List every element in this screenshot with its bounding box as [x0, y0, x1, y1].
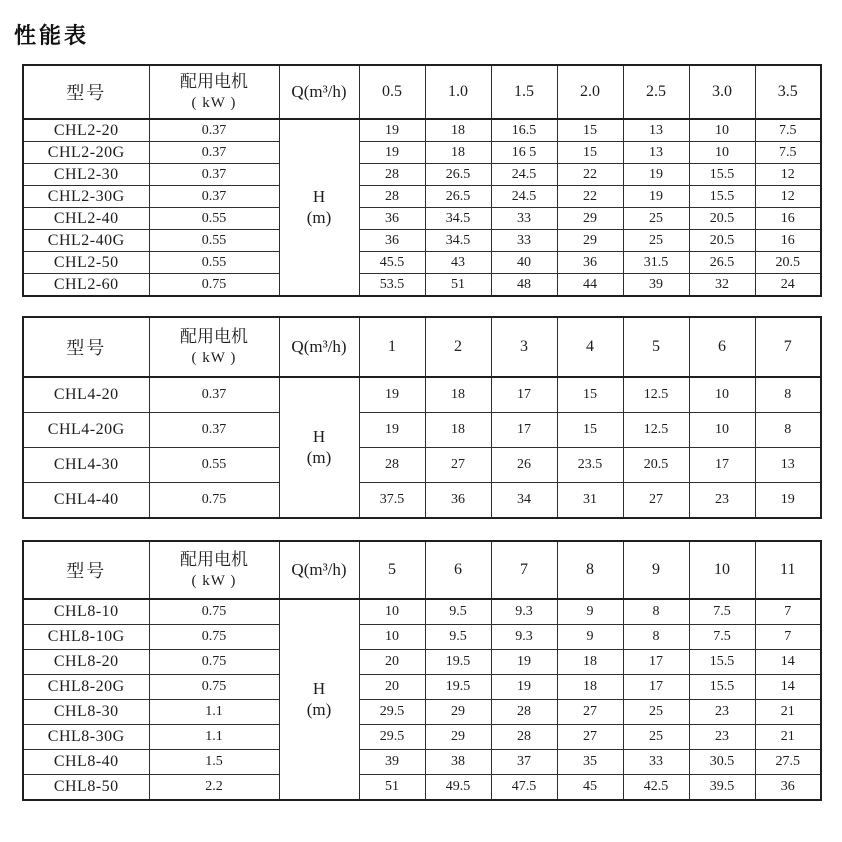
column-header-flow-value: 2: [425, 317, 491, 377]
head-value-cell: 27.5: [755, 750, 821, 775]
head-value-cell: 9: [557, 625, 623, 650]
model-cell: CHL2-50: [23, 252, 149, 274]
head-value-cell: 27: [425, 448, 491, 483]
head-value-cell: 19: [491, 675, 557, 700]
motor-power-cell: 0.75: [149, 675, 279, 700]
head-value-cell: 45: [557, 775, 623, 801]
head-value-cell: 27: [557, 700, 623, 725]
table-row: [23, 252, 821, 274]
column-header-model: 型号: [23, 317, 149, 377]
head-value-cell: 29.5: [359, 700, 425, 725]
head-value-cell: 20: [359, 650, 425, 675]
column-header-flow-value: 8: [557, 541, 623, 599]
motor-power-cell: 0.55: [149, 448, 279, 483]
head-value-cell: 24.5: [491, 186, 557, 208]
table-row: [23, 750, 821, 775]
motor-label-line2: ( kW ): [191, 573, 237, 590]
column-header-flow: Q(m³/h): [279, 317, 359, 377]
head-value-cell: 44: [557, 274, 623, 297]
head-value-cell: 37.5: [359, 483, 425, 519]
head-value-cell: 15: [557, 413, 623, 448]
head-value-cell: 17: [689, 448, 755, 483]
model-cell: CHL8-50: [23, 775, 149, 801]
column-header-flow-value: 1.0: [425, 65, 491, 119]
head-value-cell: 18: [425, 413, 491, 448]
head-value-cell: 39.5: [689, 775, 755, 801]
head-value-cell: 36: [557, 252, 623, 274]
head-unit-cell: [279, 377, 359, 518]
head-value-cell: 30.5: [689, 750, 755, 775]
head-value-cell: 15: [557, 119, 623, 142]
model-cell: CHL2-30: [23, 164, 149, 186]
head-value-cell: 34: [491, 483, 557, 519]
head-value-cell: 31.5: [623, 252, 689, 274]
head-value-cell: 51: [425, 274, 491, 297]
table-row: [23, 119, 821, 142]
head-value-cell: 9.3: [491, 625, 557, 650]
head-value-cell: 10: [689, 142, 755, 164]
header-row: [23, 65, 821, 119]
head-value-cell: 17: [623, 675, 689, 700]
table-row: [23, 650, 821, 675]
head-value-cell: 34.5: [425, 208, 491, 230]
table-row: [23, 208, 821, 230]
head-value-cell: 7.5: [755, 119, 821, 142]
head-unit-line1: H: [312, 187, 326, 207]
motor-power-cell: 0.37: [149, 186, 279, 208]
head-value-cell: 16.5: [491, 119, 557, 142]
column-header-flow-value: 7: [755, 317, 821, 377]
motor-power-cell: 0.55: [149, 230, 279, 252]
model-cell: CHL8-30: [23, 700, 149, 725]
table-row: [23, 142, 821, 164]
head-value-cell: 53.5: [359, 274, 425, 297]
head-value-cell: 24.5: [491, 164, 557, 186]
head-value-cell: 10: [689, 119, 755, 142]
head-value-cell: 20.5: [623, 448, 689, 483]
head-value-cell: 48: [491, 274, 557, 297]
column-header-flow-value: 11: [755, 541, 821, 599]
head-value-cell: 26: [491, 448, 557, 483]
motor-power-cell: 0.75: [149, 483, 279, 519]
head-value-cell: 27: [623, 483, 689, 519]
head-value-cell: 43: [425, 252, 491, 274]
header-row: [23, 541, 821, 599]
head-value-cell: 37: [491, 750, 557, 775]
head-value-cell: 12.5: [623, 377, 689, 413]
table-row: [23, 599, 821, 625]
head-value-cell: 27: [557, 725, 623, 750]
head-value-cell: 13: [623, 142, 689, 164]
model-cell: CHL2-20: [23, 119, 149, 142]
head-value-cell: 21: [755, 700, 821, 725]
performance-table-chl2: [22, 64, 822, 297]
motor-power-cell: 0.55: [149, 208, 279, 230]
head-value-cell: 39: [623, 274, 689, 297]
head-value-cell: 19: [755, 483, 821, 519]
head-value-cell: 26.5: [425, 164, 491, 186]
header-row: [23, 317, 821, 377]
head-value-cell: 36: [359, 230, 425, 252]
head-value-cell: 9: [557, 599, 623, 625]
table-row: [23, 186, 821, 208]
head-value-cell: 22: [557, 164, 623, 186]
head-value-cell: 26.5: [425, 186, 491, 208]
column-header-flow-value: 10: [689, 541, 755, 599]
column-header-model: 型号: [23, 541, 149, 599]
motor-power-cell: 1.5: [149, 750, 279, 775]
model-cell: CHL4-20G: [23, 413, 149, 448]
model-cell: CHL4-30: [23, 448, 149, 483]
motor-power-cell: 0.75: [149, 625, 279, 650]
column-header-flow-value: 1.5: [491, 65, 557, 119]
head-unit-line2: (m): [306, 699, 332, 719]
head-value-cell: 23: [689, 700, 755, 725]
model-cell: CHL2-40: [23, 208, 149, 230]
column-header-flow-value: 6: [425, 541, 491, 599]
column-header-motor: [149, 317, 279, 377]
head-value-cell: 19: [491, 650, 557, 675]
model-cell: CHL8-10: [23, 599, 149, 625]
head-value-cell: 17: [491, 377, 557, 413]
head-value-cell: 20: [359, 675, 425, 700]
column-header-flow-value: 6: [689, 317, 755, 377]
head-value-cell: 14: [755, 675, 821, 700]
model-cell: CHL2-30G: [23, 186, 149, 208]
head-unit-cell: [279, 599, 359, 800]
motor-power-cell: 0.37: [149, 119, 279, 142]
head-value-cell: 47.5: [491, 775, 557, 801]
table-row: [23, 700, 821, 725]
head-value-cell: 12: [755, 164, 821, 186]
head-value-cell: 28: [359, 164, 425, 186]
head-value-cell: 28: [491, 700, 557, 725]
model-cell: CHL8-30G: [23, 725, 149, 750]
head-value-cell: 10: [689, 377, 755, 413]
head-value-cell: 14: [755, 650, 821, 675]
head-value-cell: 10: [359, 625, 425, 650]
head-value-cell: 19: [359, 119, 425, 142]
head-value-cell: 23.5: [557, 448, 623, 483]
head-value-cell: 29.5: [359, 725, 425, 750]
motor-power-cell: 0.75: [149, 650, 279, 675]
column-header-flow-value: 0.5: [359, 65, 425, 119]
column-header-flow-value: 4: [557, 317, 623, 377]
model-cell: CHL4-20: [23, 377, 149, 413]
head-value-cell: 19: [359, 413, 425, 448]
head-value-cell: 15: [557, 142, 623, 164]
head-value-cell: 8: [755, 413, 821, 448]
head-value-cell: 9.5: [425, 599, 491, 625]
head-unit-line2: (m): [306, 207, 332, 227]
table-row: [23, 775, 821, 801]
head-value-cell: 20.5: [755, 252, 821, 274]
head-value-cell: 28: [359, 186, 425, 208]
motor-label-line2: ( kW ): [191, 95, 237, 112]
model-cell: CHL8-20G: [23, 675, 149, 700]
head-value-cell: 18: [557, 650, 623, 675]
head-value-cell: 20.5: [689, 230, 755, 252]
motor-power-cell: 0.37: [149, 164, 279, 186]
motor-power-cell: 0.55: [149, 252, 279, 274]
column-header-flow-value: 2.5: [623, 65, 689, 119]
head-value-cell: 9.5: [425, 625, 491, 650]
head-value-cell: 16 5: [491, 142, 557, 164]
head-value-cell: 19: [623, 186, 689, 208]
head-value-cell: 23: [689, 725, 755, 750]
head-value-cell: 38: [425, 750, 491, 775]
head-value-cell: 25: [623, 725, 689, 750]
head-value-cell: 16: [755, 230, 821, 252]
head-unit-line1: H: [312, 427, 326, 447]
head-value-cell: 36: [359, 208, 425, 230]
motor-label-line1: 配用电机: [180, 549, 248, 569]
head-value-cell: 15.5: [689, 675, 755, 700]
head-value-cell: 19.5: [425, 650, 491, 675]
head-value-cell: 51: [359, 775, 425, 801]
head-value-cell: 15: [557, 377, 623, 413]
head-value-cell: 29: [425, 700, 491, 725]
head-value-cell: 24: [755, 274, 821, 297]
model-cell: CHL2-60: [23, 274, 149, 297]
head-value-cell: 29: [557, 208, 623, 230]
head-value-cell: 7: [755, 625, 821, 650]
head-value-cell: 26.5: [689, 252, 755, 274]
table-row: [23, 413, 821, 448]
column-header-flow: Q(m³/h): [279, 541, 359, 599]
motor-label-line1: 配用电机: [180, 71, 248, 91]
motor-power-cell: 2.2: [149, 775, 279, 801]
model-cell: CHL8-10G: [23, 625, 149, 650]
performance-table-chl4: [22, 316, 822, 519]
head-value-cell: 29: [425, 725, 491, 750]
motor-label-line2: ( kW ): [191, 350, 237, 367]
head-value-cell: 9.3: [491, 599, 557, 625]
head-value-cell: 33: [491, 208, 557, 230]
head-value-cell: 16: [755, 208, 821, 230]
head-value-cell: 25: [623, 230, 689, 252]
head-value-cell: 15.5: [689, 164, 755, 186]
motor-power-cell: 1.1: [149, 700, 279, 725]
head-value-cell: 17: [623, 650, 689, 675]
head-value-cell: 32: [689, 274, 755, 297]
motor-power-cell: 0.37: [149, 142, 279, 164]
motor-power-cell: 0.75: [149, 274, 279, 297]
head-value-cell: 33: [623, 750, 689, 775]
table-row: [23, 230, 821, 252]
head-value-cell: 19: [623, 164, 689, 186]
head-value-cell: 10: [689, 413, 755, 448]
head-value-cell: 15.5: [689, 650, 755, 675]
head-value-cell: 19: [359, 377, 425, 413]
head-unit-cell: [279, 119, 359, 296]
column-header-flow-value: 3.0: [689, 65, 755, 119]
head-value-cell: 25: [623, 700, 689, 725]
head-value-cell: 18: [557, 675, 623, 700]
head-value-cell: 13: [623, 119, 689, 142]
head-value-cell: 20.5: [689, 208, 755, 230]
head-value-cell: 13: [755, 448, 821, 483]
head-value-cell: 8: [623, 599, 689, 625]
head-value-cell: 12.5: [623, 413, 689, 448]
head-value-cell: 8: [755, 377, 821, 413]
head-unit-line1: H: [312, 679, 326, 699]
head-value-cell: 8: [623, 625, 689, 650]
head-value-cell: 7.5: [689, 625, 755, 650]
model-cell: CHL2-20G: [23, 142, 149, 164]
head-value-cell: 7.5: [689, 599, 755, 625]
head-value-cell: 45.5: [359, 252, 425, 274]
column-header-model: 型号: [23, 65, 149, 119]
head-value-cell: 36: [755, 775, 821, 801]
head-value-cell: 7.5: [755, 142, 821, 164]
model-cell: CHL8-40: [23, 750, 149, 775]
model-cell: CHL8-20: [23, 650, 149, 675]
column-header-flow-value: 7: [491, 541, 557, 599]
head-value-cell: 28: [491, 725, 557, 750]
column-header-flow-value: 5: [623, 317, 689, 377]
column-header-flow-value: 3.5: [755, 65, 821, 119]
motor-power-cell: 0.37: [149, 377, 279, 413]
table-row: [23, 448, 821, 483]
performance-table-chl8: [22, 540, 822, 801]
column-header-motor: [149, 65, 279, 119]
head-value-cell: 22: [557, 186, 623, 208]
head-value-cell: 25: [623, 208, 689, 230]
table-row: [23, 625, 821, 650]
table-row: [23, 725, 821, 750]
page-title: 性能表: [14, 23, 90, 48]
column-header-flow-value: 3: [491, 317, 557, 377]
head-value-cell: 40: [491, 252, 557, 274]
head-value-cell: 36: [425, 483, 491, 519]
column-header-flow-value: 2.0: [557, 65, 623, 119]
head-value-cell: 34.5: [425, 230, 491, 252]
head-value-cell: 39: [359, 750, 425, 775]
column-header-motor: [149, 541, 279, 599]
column-header-flow-value: 1: [359, 317, 425, 377]
model-cell: CHL4-40: [23, 483, 149, 519]
motor-power-cell: 0.75: [149, 599, 279, 625]
table-row: [23, 377, 821, 413]
column-header-flow: Q(m³/h): [279, 65, 359, 119]
head-value-cell: 10: [359, 599, 425, 625]
head-value-cell: 33: [491, 230, 557, 252]
motor-power-cell: 1.1: [149, 725, 279, 750]
head-value-cell: 12: [755, 186, 821, 208]
head-value-cell: 18: [425, 142, 491, 164]
head-value-cell: 35: [557, 750, 623, 775]
table-row: [23, 483, 821, 519]
motor-label-line1: 配用电机: [180, 326, 248, 346]
head-value-cell: 42.5: [623, 775, 689, 801]
head-value-cell: 28: [359, 448, 425, 483]
model-cell: CHL2-40G: [23, 230, 149, 252]
head-unit-line2: (m): [306, 447, 332, 467]
table-row: [23, 274, 821, 297]
column-header-flow-value: 5: [359, 541, 425, 599]
head-value-cell: 15.5: [689, 186, 755, 208]
head-value-cell: 18: [425, 119, 491, 142]
head-value-cell: 21: [755, 725, 821, 750]
motor-power-cell: 0.37: [149, 413, 279, 448]
head-value-cell: 7: [755, 599, 821, 625]
column-header-flow-value: 9: [623, 541, 689, 599]
head-value-cell: 31: [557, 483, 623, 519]
head-value-cell: 18: [425, 377, 491, 413]
head-value-cell: 17: [491, 413, 557, 448]
head-value-cell: 49.5: [425, 775, 491, 801]
table-row: [23, 164, 821, 186]
head-value-cell: 19: [359, 142, 425, 164]
table-row: [23, 675, 821, 700]
head-value-cell: 29: [557, 230, 623, 252]
head-value-cell: 23: [689, 483, 755, 519]
head-value-cell: 19.5: [425, 675, 491, 700]
